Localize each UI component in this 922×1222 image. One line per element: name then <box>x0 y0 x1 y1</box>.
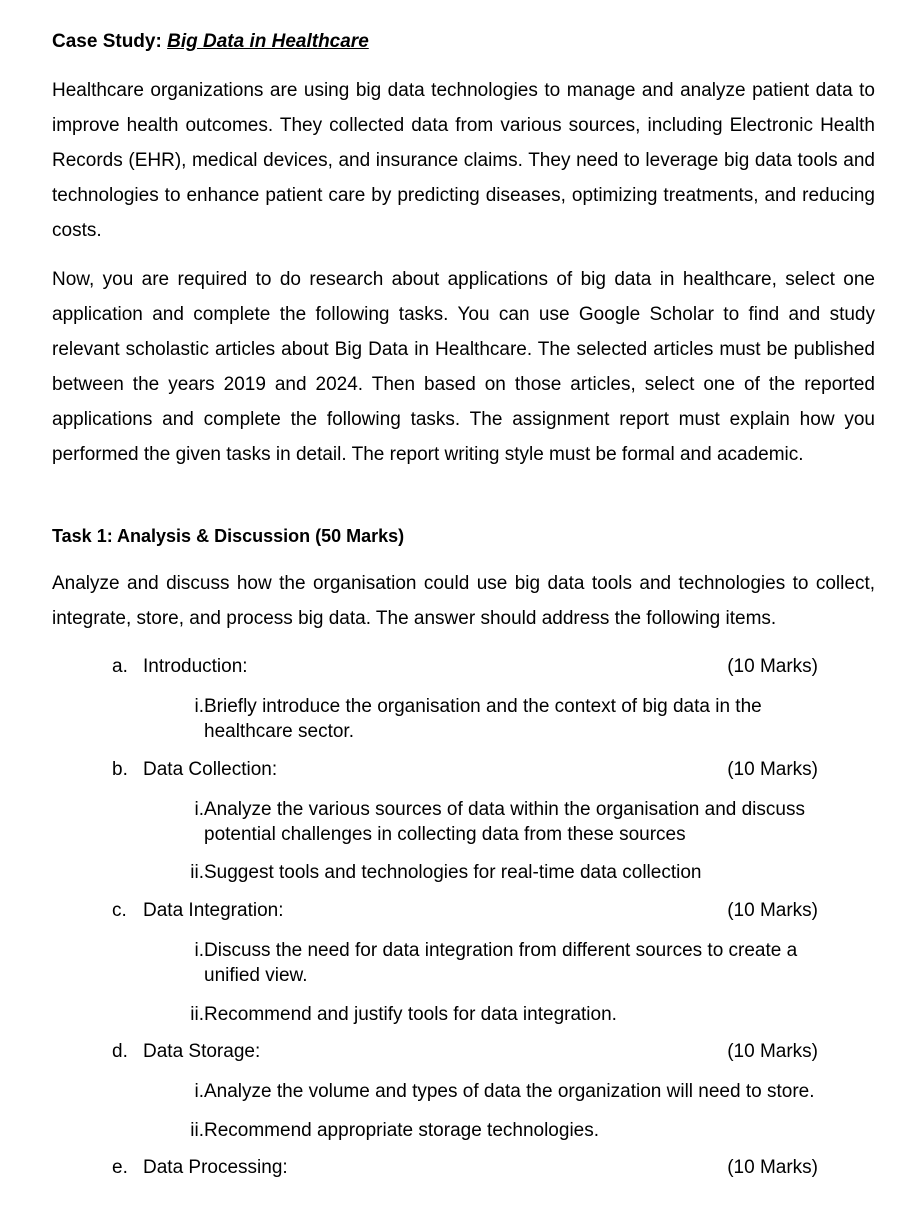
item-label: b. <box>112 759 128 780</box>
item-marks: (10 Marks) <box>727 900 818 921</box>
item-data-storage <box>112 1040 818 1064</box>
item-text: Data Storage: <box>143 1041 261 1062</box>
sub-item <box>170 694 850 744</box>
item-marks: (10 Marks) <box>727 759 818 780</box>
title-subject: Big Data in Healthcare <box>167 31 369 52</box>
sub-item-number: i. <box>194 1081 204 1102</box>
sub-item <box>170 1079 850 1104</box>
item-introduction <box>112 655 818 679</box>
item-data-integration <box>112 899 818 923</box>
sub-item-text: Suggest tools and technologies for real-time data collection <box>204 862 702 883</box>
item-label: a. <box>112 656 128 677</box>
instructions-paragraph: Now, you are required to do research about applications of big data in healthcare, select one application and complete the following tasks. You can use Google Scholar to find and study relevant scholastic articles about Big Data in Healthcare. The selected articles must be published between the years 2019 and 2024. Then based on those articles, select one of the reported applications and complete the following tasks. The assignment report must explain how you performed the given tasks in detail. The report writing style must be formal and academic. <box>52 269 875 465</box>
sub-item-number: i. <box>194 799 204 820</box>
title-prefix: Case Study: <box>52 31 168 52</box>
sub-item-number: ii. <box>190 1004 204 1025</box>
case-study-title <box>52 31 369 53</box>
sub-item-text: Analyze the volume and types of data the organization will need to store. <box>204 1081 815 1102</box>
sub-item-text: Analyze the various sources of data within the organisation and discuss potential challenges in collecting data from these sources <box>204 799 805 845</box>
item-marks: (10 Marks) <box>727 1041 818 1062</box>
item-text: Data Integration: <box>143 900 284 921</box>
item-marks: (10 Marks) <box>727 1157 818 1178</box>
sub-item-text: Recommend and justify tools for data integration. <box>204 1004 617 1025</box>
sub-item-number: ii. <box>190 862 204 883</box>
sub-item <box>170 797 850 847</box>
item-label: c. <box>112 900 127 921</box>
intro-paragraph: Healthcare organizations are using big data technologies to manage and analyze patient data to improve health outcomes. They collected data from various sources, including Electronic Health Records (EHR), medical devices, and insurance claims. They need to leverage big data tools and technologies to enhance patient care by predicting diseases, optimizing treatments, and reducing costs. <box>52 80 875 241</box>
item-data-processing <box>112 1156 818 1180</box>
sub-item-number: i. <box>194 940 204 961</box>
task1-intro: Analyze and discuss how the organisation could use big data tools and technologies to collect, integrate, store, and process big data. The answer should address the following items. <box>52 573 875 629</box>
sub-item <box>170 1118 850 1143</box>
item-text: Data Collection: <box>143 759 278 780</box>
sub-item-number: ii. <box>190 1120 204 1141</box>
item-text: Introduction: <box>143 656 248 677</box>
item-data-collection <box>112 758 818 782</box>
sub-item-text: Recommend appropriate storage technologies. <box>204 1120 600 1141</box>
sub-item-text: Discuss the need for data integration from different sources to create a unified view. <box>204 940 798 986</box>
sub-item <box>170 1002 850 1027</box>
item-label: d. <box>112 1041 128 1062</box>
task1-heading: Task 1: Analysis & Discussion (50 Marks) <box>52 526 405 546</box>
item-marks: (10 Marks) <box>727 656 818 677</box>
item-text: Data Processing: <box>143 1157 288 1178</box>
sub-item <box>170 860 850 885</box>
sub-item <box>170 938 850 988</box>
sub-item-number: i. <box>194 696 204 717</box>
sub-item-text: Briefly introduce the organisation and the context of big data in the healthcare sector. <box>204 696 762 742</box>
item-label: e. <box>112 1157 128 1178</box>
